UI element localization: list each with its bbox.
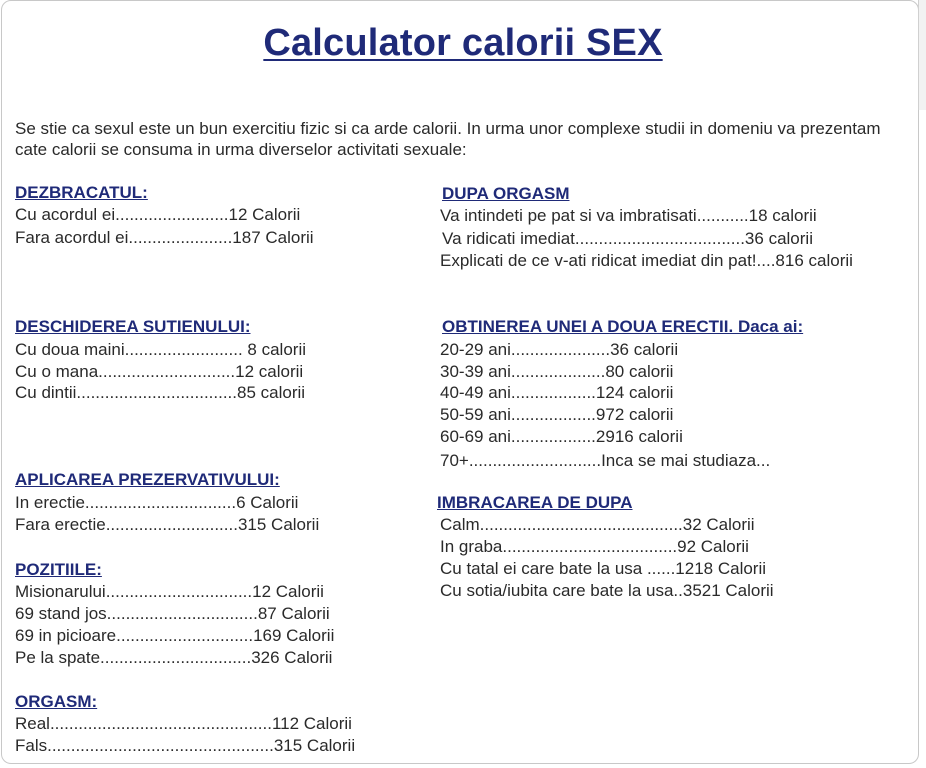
list-item: Cu o mana.............................12 calorii: [15, 362, 304, 381]
list-item: 40-49 ani..................124 calorii: [440, 383, 674, 402]
list-item: Cu acordul ei........................12 Calorii: [15, 205, 301, 224]
list-item: Va intindeti pe pat si va imbratisati...........18 calorii: [440, 206, 817, 225]
list-item: In erectie................................6 Calorii: [15, 493, 299, 512]
section-heading-sutien: DESCHIDEREA SUTIENULUI:: [15, 317, 251, 336]
list-item: 70+............................Inca se mai studiaza...: [440, 451, 771, 470]
section-heading-prezervativ: APLICAREA PREZERVATIVULUI:: [15, 470, 280, 489]
list-item: 60-69 ani..................2916 calorii: [440, 427, 683, 446]
list-item: 69 in picioare.............................169 Calorii: [15, 626, 335, 645]
list-item: Fara acordul ei......................187 Calorii: [15, 228, 314, 247]
list-item: Va ridicati imediat....................................36 calorii: [442, 229, 813, 248]
list-item: Cu sotia/iubita care bate la usa..3521 Calorii: [440, 581, 774, 600]
list-item: Explicati de ce v-ati ridicat imediat din pat!....816 calorii: [440, 251, 853, 270]
list-item: 50-59 ani..................972 calorii: [440, 405, 674, 424]
list-item: 20-29 ani.....................36 calorii: [440, 340, 679, 359]
page-title: Calculator calorii SEX: [263, 22, 663, 64]
list-item: Fara erectie............................315 Calorii: [15, 515, 320, 534]
list-item: Fals................................................315 Calorii: [15, 736, 356, 755]
list-item: 30-39 ani....................80 calorii: [440, 362, 674, 381]
list-item: 69 stand jos................................87 Calorii: [15, 604, 330, 623]
list-item: Cu dintii..................................85 calorii: [15, 383, 306, 402]
section-heading-erectie: OBTINEREA UNEI A DOUA ERECTII. Daca ai:: [442, 317, 804, 336]
section-heading-imbracarea: IMBRACAREA DE DUPA: [437, 493, 633, 512]
list-item: Calm...........................................32 Calorii: [440, 515, 755, 534]
list-item: Cu tatal ei care bate la usa ......1218 Calorii: [440, 559, 767, 578]
list-item: Pe la spate................................326 Calorii: [15, 648, 333, 667]
intro-paragraph: Se stie ca sexul este un bun exercitiu fizic si ca arde calorii. In urma unor complexe studii in domeniu va prezentam cate calorii se consuma in urma diverselor activitati sexuale:: [15, 119, 881, 159]
section-heading-pozitii: POZITIILE:: [15, 560, 102, 579]
list-item: Cu doua maini......................... 8 calorii: [15, 340, 307, 359]
list-item: In graba.....................................92 Calorii: [440, 537, 749, 556]
section-heading-orgasm: ORGASM:: [15, 692, 98, 711]
section-heading-dupa-orgasm: DUPA ORGASM: [442, 184, 570, 203]
list-item: Real...............................................112 Calorii: [15, 714, 352, 733]
section-heading-dezbracatul: DEZBRACATUL:: [15, 183, 148, 202]
list-item: Misionarului...............................12 Calorii: [15, 582, 324, 601]
